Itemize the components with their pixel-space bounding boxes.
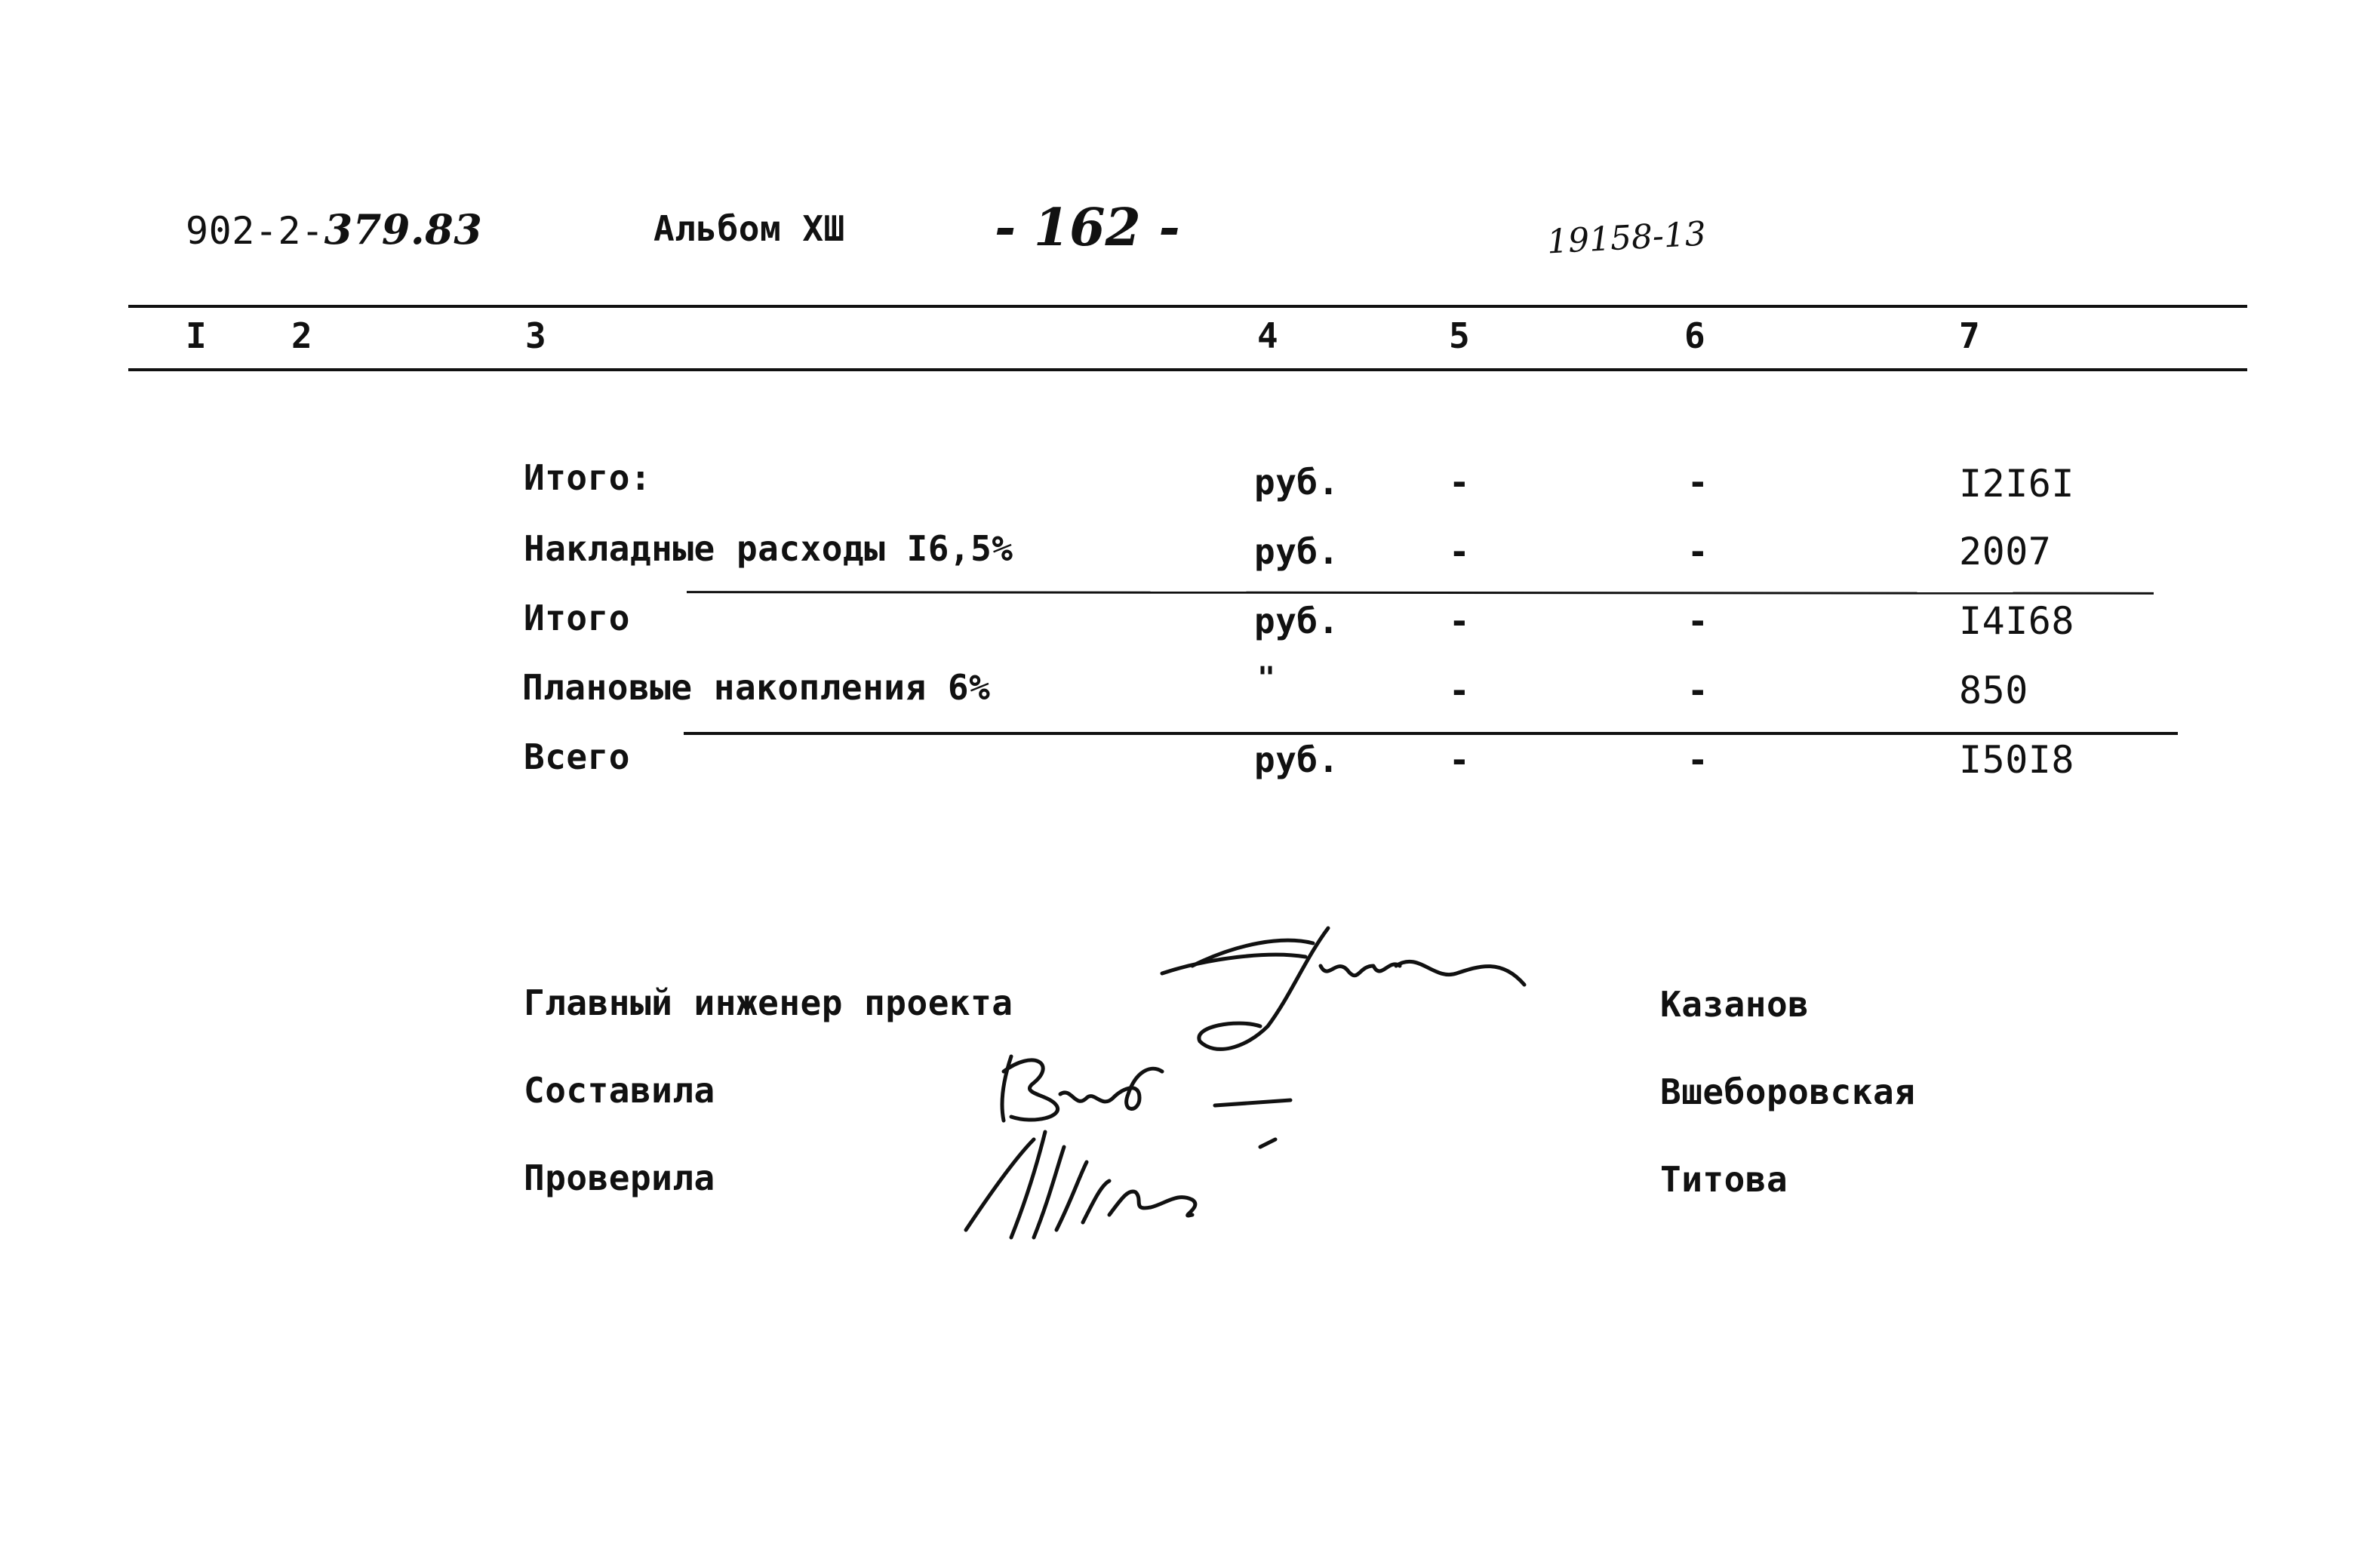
page-number: - 162 - bbox=[995, 198, 1180, 258]
row-value: 850 bbox=[1959, 669, 2028, 712]
row-name: Итого: bbox=[524, 457, 652, 498]
row-name: Накладные расходы I6,5% bbox=[524, 528, 1013, 569]
signature-checked bbox=[951, 1117, 1313, 1253]
row-unit: руб. bbox=[1254, 601, 1339, 641]
row-col5: - bbox=[1449, 601, 1471, 641]
row-name: Итого bbox=[524, 598, 630, 638]
header-bottom-rule bbox=[128, 368, 2247, 371]
subtotal-rule bbox=[687, 591, 2154, 595]
signature-role-chief-engineer: Главный инженер проекта bbox=[524, 982, 1013, 1023]
row-value: 2007 bbox=[1959, 530, 2052, 573]
doc-code-printed: 902-2- bbox=[186, 209, 324, 253]
row-col6: - bbox=[1687, 531, 1709, 572]
row-col5: - bbox=[1449, 739, 1471, 780]
row-value: I4I68 bbox=[1959, 599, 2075, 643]
header-top-rule bbox=[128, 305, 2247, 308]
row-unit: руб. bbox=[1254, 462, 1339, 503]
doc-code bbox=[186, 205, 482, 254]
signature-role-compiled: Составила bbox=[524, 1070, 715, 1111]
total-rule bbox=[684, 732, 2178, 735]
column-number-3: 3 bbox=[525, 315, 547, 356]
row-col6: - bbox=[1687, 670, 1709, 711]
doc-code-handwritten: 379.83 bbox=[324, 205, 483, 254]
row-unit: руб. bbox=[1254, 531, 1339, 572]
signature-role-checked: Проверила bbox=[524, 1158, 715, 1198]
row-unit: " bbox=[1257, 661, 1276, 696]
signature-name-checked: Титова bbox=[1660, 1159, 1788, 1200]
column-number-4: 4 bbox=[1257, 315, 1279, 356]
row-name: Плановые накопления 6% bbox=[522, 667, 991, 708]
registration-number: 19158-13 bbox=[1545, 214, 1708, 262]
row-col5: - bbox=[1449, 462, 1471, 503]
column-number-1: I bbox=[186, 315, 208, 356]
row-col6: - bbox=[1687, 739, 1709, 780]
row-col6: - bbox=[1687, 601, 1709, 641]
column-number-2: 2 bbox=[291, 315, 313, 356]
album-label: Альбом XШ bbox=[653, 208, 845, 249]
column-number-6: 6 bbox=[1684, 315, 1706, 356]
row-value: I2I6I bbox=[1959, 462, 2075, 506]
signature-name-chief-engineer: Казанов bbox=[1660, 984, 1810, 1025]
row-col5: - bbox=[1449, 531, 1471, 572]
column-number-5: 5 bbox=[1449, 315, 1471, 356]
row-value: I50I8 bbox=[1959, 738, 2075, 782]
column-number-7: 7 bbox=[1959, 315, 1981, 356]
row-unit: руб. bbox=[1254, 739, 1339, 780]
signature-name-compiled: Вшеборовская bbox=[1660, 1071, 1916, 1112]
row-col5: - bbox=[1449, 670, 1471, 711]
row-col6: - bbox=[1687, 462, 1709, 503]
row-name: Всего bbox=[524, 736, 630, 777]
